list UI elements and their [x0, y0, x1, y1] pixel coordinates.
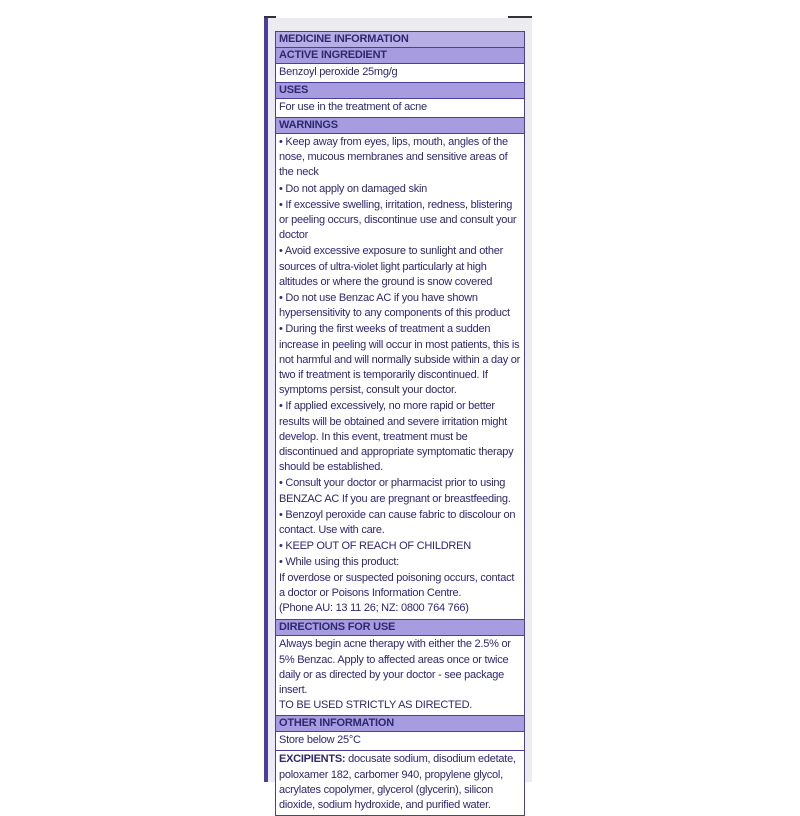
warnings-list — [276, 134, 524, 620]
warning-item: • During the first weeks of treatment a sudden increase in peeling will occur in most patients, this is not harmful and will normally subside within a day or two if treatment is temporarily discontinued. If symptoms persist, consult your doctor. — [279, 323, 521, 397]
warning-item: • Benzoyl peroxide can cause fabric to discolour on contact. Use with care. — [279, 508, 516, 537]
warning-item: • Keep away from eyes, lips, mouth, angles of the nose, mucous membranes and sensitive areas of the neck — [279, 136, 508, 179]
excipients-list: docusate sodium, disodium edetate, poloxamer 182, carbomer 940, propylene glycol, acrylates copolymer, glycerol (glycerin), silicon dioxide, sodium hydroxide, and purified water. — [279, 753, 516, 811]
warning-item: • KEEP OUT OF REACH OF CHILDREN — [279, 540, 471, 553]
warning-item: If overdose or suspected poisoning occurs, contact a doctor or Poisons Information Centre. — [279, 571, 515, 599]
warning-item: • Avoid excessive exposure to sunlight and other sources of ultra-violet light particularly at high altitudes or where the ground is snow covered — [279, 245, 504, 288]
storage-value: Store below 25°C — [276, 732, 524, 751]
medicine-info-header: MEDICINE INFORMATION — [276, 32, 524, 48]
directions-strict: TO BE USED STRICTLY AS DIRECTED. — [279, 699, 473, 712]
active-ingredient-value: Benzoyl peroxide 25mg/g — [276, 64, 524, 83]
active-ingredient-header: ACTIVE INGREDIENT — [276, 48, 524, 64]
excipients-text — [276, 751, 524, 815]
medicine-info-table — [275, 31, 525, 816]
warning-item: (Phone AU: 13 11 26; NZ: 0800 764 766) — [279, 602, 469, 615]
warning-item: • Do not apply on damaged skin — [279, 182, 428, 195]
warning-item: • Consult your doctor or pharmacist prior to using BENZAC AC If you are pregnant or breastfeeding. — [279, 477, 511, 505]
uses-header: USES — [276, 83, 524, 99]
other-info-header: OTHER INFORMATION — [276, 716, 524, 732]
warnings-header: WARNINGS — [276, 118, 524, 134]
directions-header: DIRECTIONS FOR USE — [276, 620, 524, 636]
warning-item: • Do not use Benzac AC if you have shown hypersensitivity to any components of this product — [279, 292, 510, 320]
warning-item: • If applied excessively, no more rapid or better results will be obtained and severe irritation might develop. In this event, treatment must be discontinued and appropriate symptomatic therapy should be established. — [279, 400, 514, 474]
directions-text — [276, 636, 524, 716]
warning-item: • While using this product: — [279, 556, 399, 569]
directions-body: Always begin acne therapy with either the 2.5% or 5% Benzac. Apply to affected areas once or twice daily or as directed by your doctor - see package insert. — [279, 638, 511, 696]
warning-item: • If excessive swelling, irritation, redness, blistering or peeling occurs, discontinue use and consult your doctor — [279, 198, 517, 242]
uses-value: For use in the treatment of acne — [276, 99, 524, 118]
excipients-label: EXCIPIENTS: — [279, 753, 346, 766]
